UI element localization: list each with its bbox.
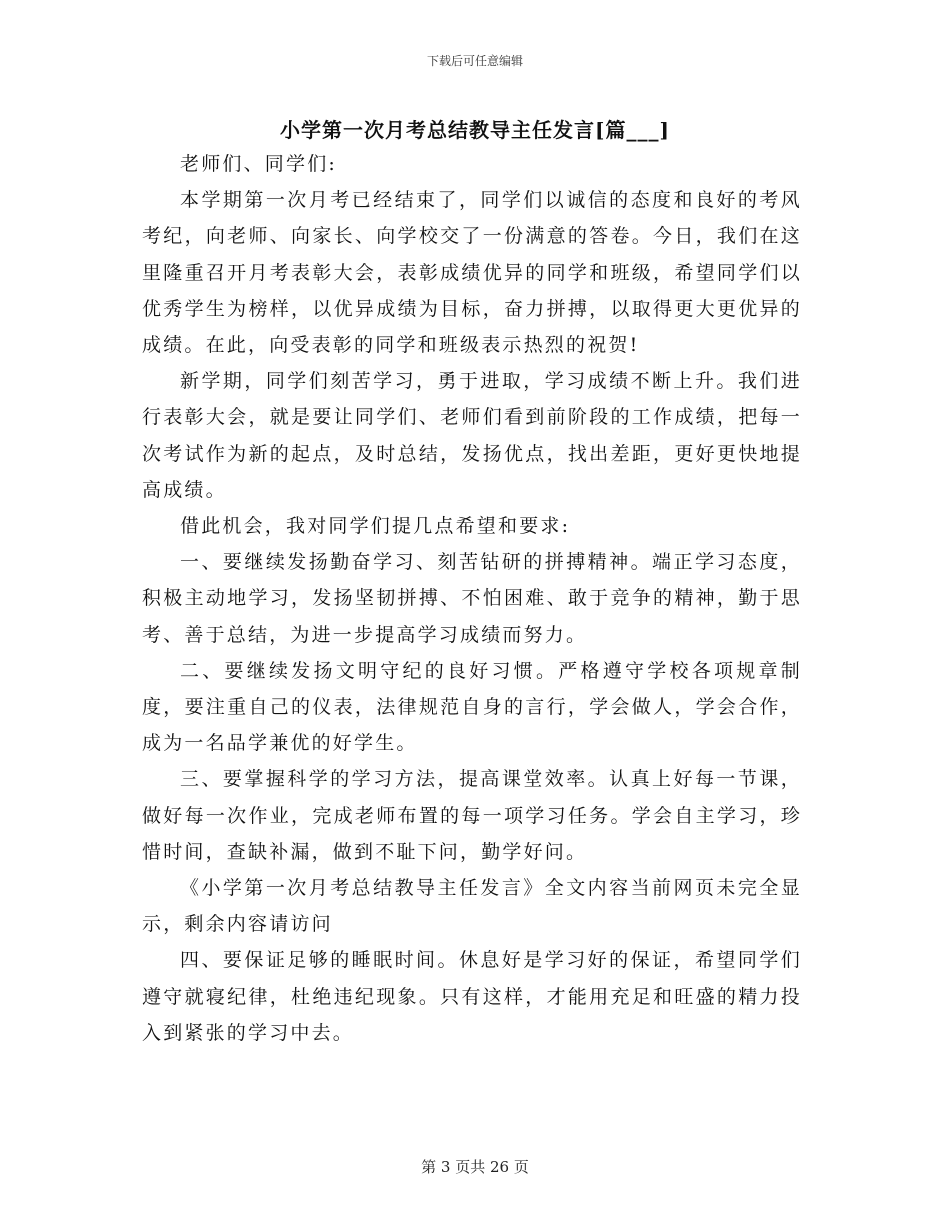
greeting-paragraph: 老师们、同学们:: [180, 153, 338, 175]
page-number-footer: 第 3 页共 26 页: [421, 1158, 529, 1176]
paragraph-4: 一、要继续发扬勤奋学习、刻苦钻研的拼搏精神。端正学习态度，积极主动地学习，发扬坚韧拼搏、不怕困难、敢于竞争的精神，勤于思考、善于总结，为进一步提高学习成绩而努力。: [142, 551, 802, 646]
paragraph-2: 新学期，同学们刻苦学习，勇于进取，学习成绩不断上升。我们进行表彰大会，就是要让同学们、老师们看到前阶段的工作成绩，把每一次考试作为新的起点，及时总结，发扬优点，找出差距，更好更快地提高成绩。: [142, 370, 802, 501]
paragraph-5: 二、要继续发扬文明守纪的良好习惯。严格遵守学校各项规章制度，要注重自己的仪表，法律规范自身的言行，学会做人，学会合作，成为一名品学兼优的好学生。: [142, 659, 802, 755]
header-note: 下载后可任意编辑: [426, 54, 523, 68]
document-body: [142, 146, 802, 1051]
paragraph-6: 三、要掌握科学的学习方法，提高课堂效率。认真上好每一节课，做好每一次作业，完成老师布置的每一项学习任务。学会自主学习，珍惜时间，查缺补漏，做到不耻下问，勤学好问。: [142, 768, 802, 863]
paragraph-1: 本学期第一次月考已经结束了，同学们以诚信的态度和良好的考风考纪，向老师、向家长、向学校交了一份满意的答卷。今日，我们在这里隆重召开月考表彰大会，表彰成绩优异的同学和班级，希望同学们以优秀学生为榜样，以优异成绩为目标，奋力拼搏，以取得更大更优异的成绩。在此，向受表彰的同学和班级表示热烈的祝贺!: [142, 189, 802, 357]
document-title: 小学第一次月考总结教导主任发言[篇___]: [280, 118, 670, 142]
truncation-notice: 《小学第一次月考总结教导主任发言》全文内容当前网页未完全显示，剩余内容请访问: [142, 877, 802, 936]
paragraph-3: 借此机会，我对同学们提几点希望和要求:: [180, 515, 571, 538]
paragraph-8: 四、要保证足够的睡眠时间。休息好是学习好的保证，希望同学们遵守就寝纪律，杜绝违纪现象。只有这样，才能用充足和旺盛的精力投入到紧张的学习中去。: [142, 949, 802, 1044]
